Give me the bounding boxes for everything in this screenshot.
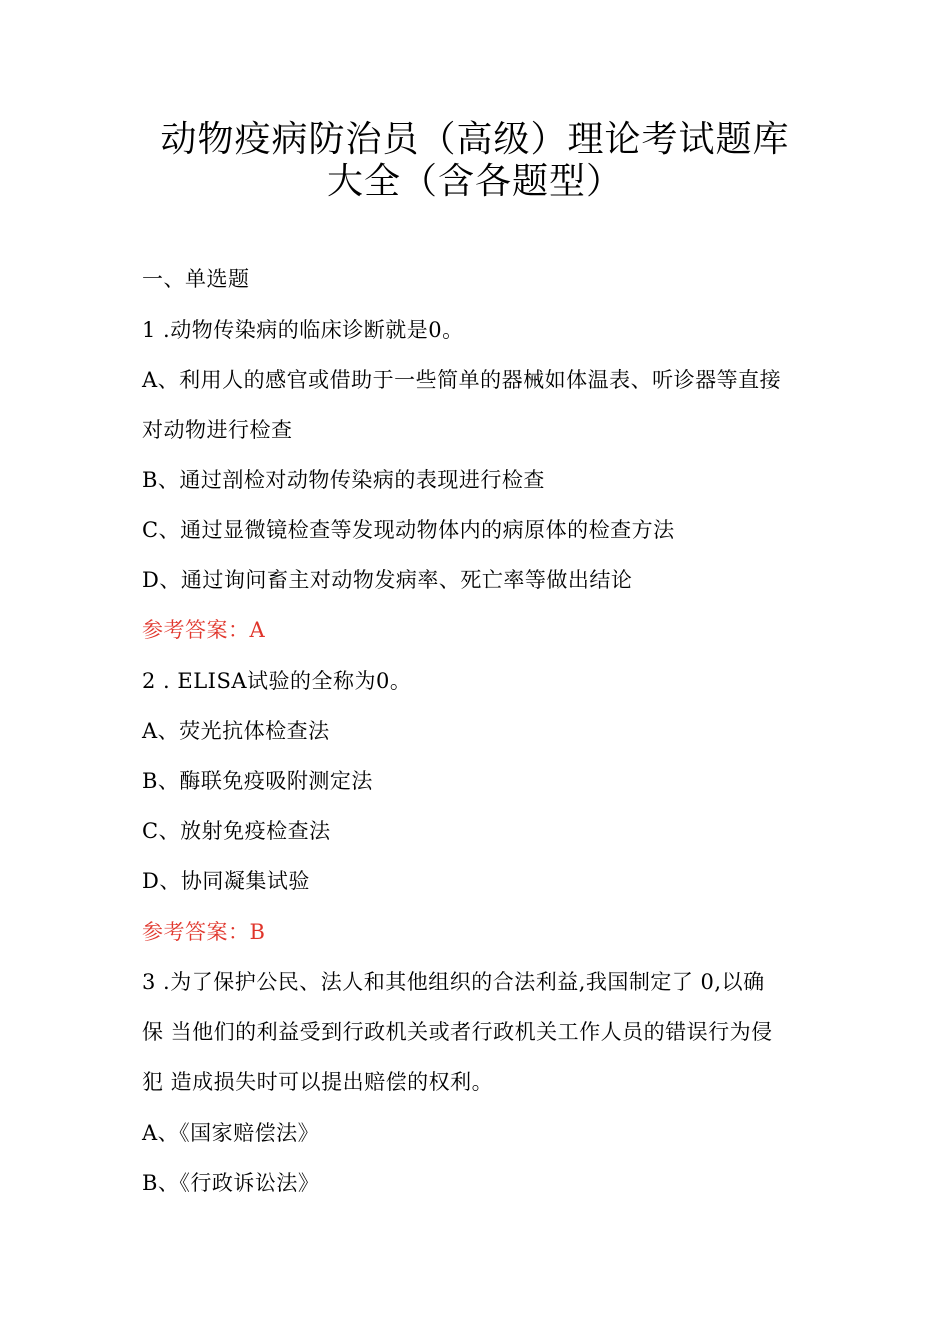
question-1-option-a-continued: 对动物进行检查 [142,418,293,442]
document-title-line-2: 大全（含各题型） [326,161,623,202]
question-1-option-b: B、通过剖检对动物传染病的表现进行检查 [142,468,545,492]
question-1-option-d: D、通过询问畜主对动物发病率、死亡率等做出结论 [142,568,633,592]
question-1-option-c: C、通过显微镜检查等发现动物体内的病原体的检查方法 [142,518,675,542]
question-1-answer: 参考答案：A [142,618,266,642]
question-3-option-a: A、《国家赔偿法》 [142,1121,320,1145]
question-1-stem: 1 .动物传染病的临床诊断就是0。 [142,318,464,342]
section-heading: 一、单选题 [142,267,250,291]
question-3-stem-line-2: 保 当他们的利益受到行政机关或者行政机关工作人员的错误行为侵 [142,1020,773,1044]
question-3-option-b: B、《行政诉讼法》 [142,1171,320,1195]
question-2-option-b: B、酶联免疫吸附测定法 [142,769,373,793]
question-1-option-a: A、利用人的感官或借助于一些简单的器械如体温表、听诊器等直接 [142,368,782,392]
question-2-option-c: C、放射免疫检查法 [142,819,331,843]
document-title-line-1: 动物疫病防治员（高级）理论考试题库 [160,119,790,160]
question-3-stem-line-1: 3 .为了保护公民、法人和其他组织的合法利益,我国制定了 0,以确 [142,970,765,994]
question-3-stem-line-3: 犯 造成损失时可以提出赔偿的权利。 [142,1070,494,1094]
question-2-answer: 参考答案：B [142,920,266,944]
question-2-option-d: D、协同凝集试验 [142,869,310,893]
question-2-stem: 2 . ELISA试验的全称为0。 [142,669,412,693]
question-2-option-a: A、荧光抗体检查法 [142,719,330,743]
